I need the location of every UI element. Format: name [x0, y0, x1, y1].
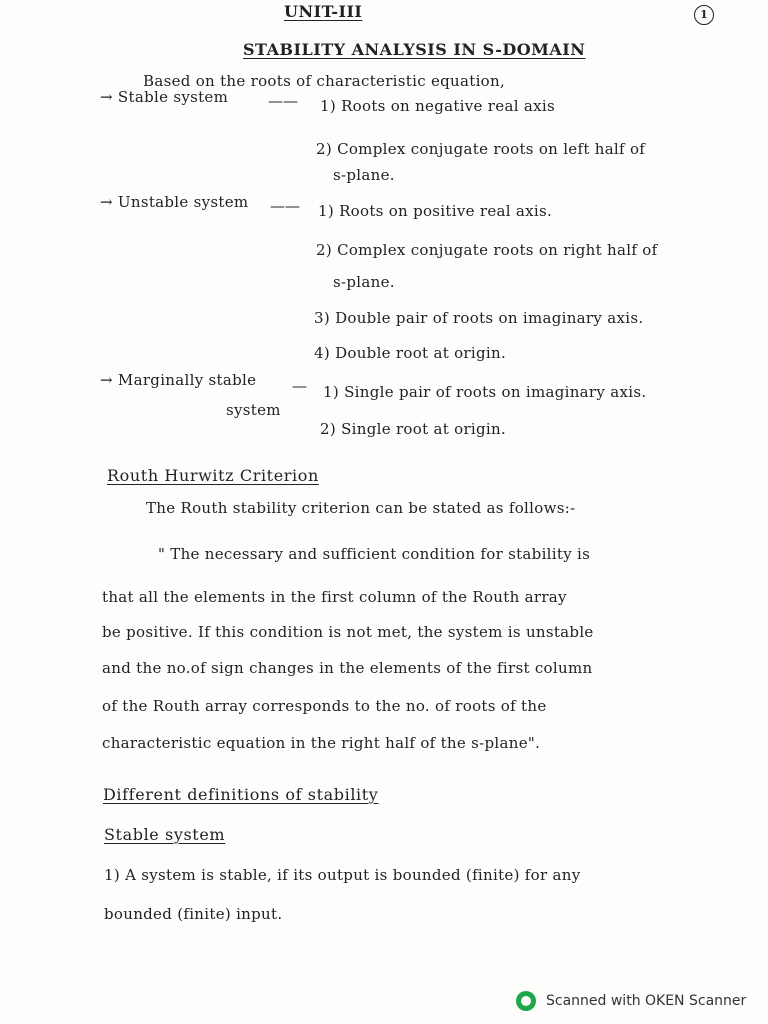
- marginal-item-1: 1) Single pair of roots on imaginary axis.: [323, 383, 647, 401]
- unstable-item-2-cont: s-plane.: [333, 273, 395, 291]
- definitions-heading: Different definitions of stability: [103, 785, 379, 804]
- routh-line-7: characteristic equation in the right half of the s-plane".: [102, 734, 541, 752]
- routh-line-3: that all the elements in the first column of the Routh array: [102, 588, 567, 606]
- marginal-label-cont: system: [226, 401, 281, 419]
- scanner-logo-icon: [516, 991, 536, 1011]
- routh-line-4: be positive. If this condition is not met, the system is unstable: [102, 623, 594, 641]
- stable-item-2-cont: s-plane.: [333, 166, 395, 184]
- marginal-item-2: 2) Single root at origin.: [320, 420, 507, 438]
- marginal-dash: —: [292, 377, 307, 395]
- unstable-label: → Unstable system: [100, 193, 249, 211]
- definition-line-2: bounded (finite) input.: [104, 905, 283, 923]
- stable-system-subheading: Stable system: [104, 825, 226, 844]
- stable-item-1: 1) Roots on negative real axis: [320, 97, 555, 115]
- page-number: 1: [694, 5, 714, 25]
- page-title: STABILITY ANALYSIS IN S-DOMAIN: [243, 40, 586, 59]
- unstable-item-2: 2) Complex conjugate roots on right half of: [316, 241, 658, 259]
- marginal-label: → Marginally stable: [100, 371, 257, 389]
- stable-dash: ——: [268, 92, 298, 110]
- unit-heading: UNIT-III: [284, 2, 363, 21]
- definition-line-1: 1) A system is stable, if its output is bounded (finite) for any: [104, 866, 581, 884]
- scanner-text: Scanned with OKEN Scanner: [546, 993, 747, 1009]
- routh-heading: Routh Hurwitz Criterion: [107, 466, 319, 485]
- stable-item-2: 2) Complex conjugate roots on left half of: [316, 140, 646, 158]
- stable-label: → Stable system: [100, 88, 229, 106]
- routh-line-6: of the Routh array corresponds to the no. of roots of the: [102, 697, 547, 715]
- unstable-item-4: 4) Double root at origin.: [314, 344, 507, 362]
- routh-line-1: The Routh stability criterion can be stated as follows:-: [146, 499, 576, 517]
- scanner-watermark: [516, 990, 746, 1012]
- intro-text: Based on the roots of characteristic equation,: [143, 72, 506, 90]
- routh-line-5: and the no.of sign changes in the elements of the first column: [102, 659, 593, 677]
- unstable-dash: ——: [270, 197, 300, 215]
- unstable-item-3: 3) Double pair of roots on imaginary axis.: [314, 309, 644, 327]
- unstable-item-1: 1) Roots on positive real axis.: [318, 202, 553, 220]
- routh-line-2: " The necessary and sufficient condition for stability is: [158, 545, 591, 563]
